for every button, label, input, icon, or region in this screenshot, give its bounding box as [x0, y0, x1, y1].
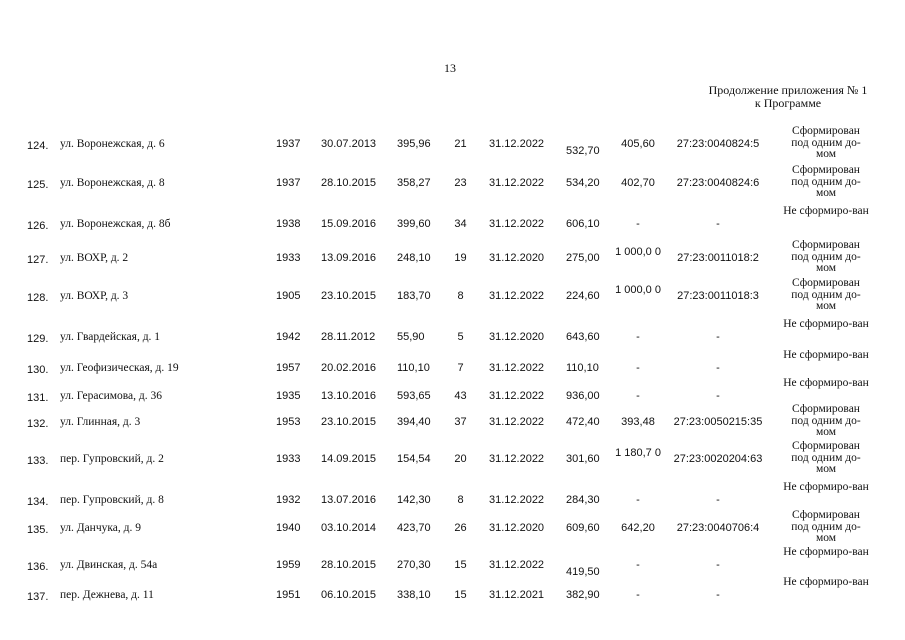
area-cell: 423,70	[397, 522, 431, 534]
area-cell: 395,96	[397, 138, 431, 150]
row-number: 136.	[27, 561, 49, 573]
address-cell: ул. Геофизическая, д. 19	[60, 362, 179, 374]
address-cell: пер. Дежнева, д. 11	[60, 589, 154, 601]
land-area-cell: 1 180,7 0	[615, 447, 661, 459]
date-cell: 28.11.2012	[321, 331, 376, 343]
row-number: 126.	[27, 220, 49, 232]
address-cell: ул. Двинская, д. 54а	[60, 559, 158, 571]
year-cell: 1938	[276, 218, 301, 230]
row-number: 135.	[27, 524, 49, 536]
address-cell: ул. Гвардейская, д. 1	[60, 331, 161, 343]
total-area-cell: 606,10	[566, 218, 600, 230]
date-cell: 13.09.2016	[321, 252, 377, 264]
address-cell: ул. Герасимова, д. 36	[60, 390, 162, 402]
total-area-cell: 609,60	[566, 522, 600, 534]
area-cell: 399,60	[397, 218, 431, 230]
year-cell: 1937	[276, 138, 301, 150]
deadline-cell: 31.12.2020	[489, 522, 545, 534]
cadastral-number-cell: -	[716, 218, 720, 230]
total-area-cell: 936,00	[566, 390, 600, 402]
row-number: 133.	[27, 455, 49, 467]
status-cell: Сформирован под одним до-мом	[791, 125, 861, 160]
row-number: 132.	[27, 418, 49, 430]
count-cell: 8	[457, 494, 464, 506]
count-cell: 23	[454, 177, 467, 189]
cadastral-number-cell: -	[716, 331, 720, 343]
address-cell: ул. Воронежская, д. 6	[60, 138, 165, 150]
address-cell: ул. ВОХР, д. 2	[60, 252, 129, 264]
land-area-cell: -	[636, 589, 640, 601]
date-cell: 13.07.2016	[321, 494, 377, 506]
cadastral-number-cell: 27:23:0011018:2	[677, 252, 759, 264]
cadastral-number-cell: -	[716, 559, 720, 571]
deadline-cell: 31.12.2022	[489, 453, 545, 465]
land-area-cell: -	[636, 331, 640, 343]
land-area-cell: 642,20	[621, 522, 655, 534]
total-area-cell: 382,90	[566, 589, 600, 601]
address-cell: ул. Глинная, д. 3	[60, 416, 141, 428]
status-cell: Сформирован под одним до-мом	[791, 164, 861, 199]
year-cell: 1933	[276, 453, 301, 465]
count-cell: 26	[454, 522, 467, 534]
total-area-cell: 419,50	[566, 566, 600, 578]
count-cell: 15	[454, 589, 467, 601]
deadline-cell: 31.12.2021	[489, 589, 545, 601]
page-number: 13	[444, 61, 456, 75]
year-cell: 1942	[276, 331, 301, 343]
appendix-line-2: к Программе	[754, 96, 822, 110]
count-cell: 34	[454, 218, 467, 230]
area-cell: 183,70	[397, 290, 431, 302]
date-cell: 14.09.2015	[321, 453, 377, 465]
cadastral-number-cell: 27:23:0040824:5	[676, 138, 760, 150]
date-cell: 28.10.2015	[321, 559, 377, 571]
count-cell: 43	[454, 390, 467, 402]
total-area-cell: 643,60	[566, 331, 600, 343]
area-cell: 394,40	[397, 416, 431, 428]
address-cell: ул. Воронежская, д. 8б	[60, 218, 171, 230]
deadline-cell: 31.12.2022	[489, 177, 545, 189]
cadastral-number-cell: 27:23:0020204:63	[673, 453, 763, 465]
deadline-cell: 31.12.2022	[489, 218, 545, 230]
land-area-cell: -	[636, 390, 640, 402]
area-cell: 358,27	[397, 177, 431, 189]
count-cell: 37	[454, 416, 467, 428]
status-cell: Сформирован под одним до-мом	[791, 239, 861, 274]
row-number: 130.	[27, 364, 49, 376]
year-cell: 1940	[276, 522, 301, 534]
count-cell: 20	[454, 453, 467, 465]
total-area-cell: 224,60	[566, 290, 600, 302]
date-cell: 23.10.2015	[321, 290, 377, 302]
appendix-line-1: Продолжение приложения № 1	[708, 83, 868, 97]
status-cell: Не сформиро-ван	[783, 205, 869, 217]
deadline-cell: 31.12.2020	[489, 331, 545, 343]
date-cell: 13.10.2016	[321, 390, 377, 402]
row-number: 131.	[27, 392, 49, 404]
area-cell: 110,10	[397, 362, 430, 374]
status-cell: Не сформиро-ван	[783, 576, 869, 588]
land-area-cell: -	[636, 494, 640, 506]
land-area-cell: 1 000,0 0	[615, 246, 661, 258]
count-cell: 19	[454, 252, 467, 264]
row-number: 137.	[27, 591, 49, 603]
date-cell: 15.09.2016	[321, 218, 377, 230]
land-area-cell: 405,60	[621, 138, 655, 150]
deadline-cell: 31.12.2022	[489, 390, 545, 402]
total-area-cell: 284,30	[566, 494, 600, 506]
deadline-cell: 31.12.2022	[489, 290, 545, 302]
cadastral-number-cell: 27:23:0011018:3	[677, 290, 759, 302]
land-area-cell: 393,48	[621, 416, 655, 428]
total-area-cell: 532,70	[566, 145, 600, 157]
address-cell: ул. Данчука, д. 9	[60, 522, 141, 534]
area-cell: 55,90	[397, 331, 425, 343]
count-cell: 7	[457, 362, 464, 374]
area-cell: 593,65	[397, 390, 431, 402]
total-area-cell: 275,00	[566, 252, 600, 264]
year-cell: 1937	[276, 177, 301, 189]
area-cell: 142,30	[397, 494, 431, 506]
status-cell: Не сформиро-ван	[783, 349, 869, 361]
date-cell: 28.10.2015	[321, 177, 377, 189]
status-cell: Не сформиро-ван	[783, 318, 869, 330]
year-cell: 1933	[276, 252, 301, 264]
land-area-cell: 402,70	[621, 177, 655, 189]
date-cell: 23.10.2015	[321, 416, 377, 428]
year-cell: 1951	[276, 589, 301, 601]
cadastral-number-cell: -	[716, 494, 720, 506]
row-number: 128.	[27, 292, 49, 304]
total-area-cell: 472,40	[566, 416, 600, 428]
area-cell: 270,30	[397, 559, 431, 571]
cadastral-number-cell: 27:23:0040706:4	[676, 522, 760, 534]
year-cell: 1905	[276, 290, 301, 302]
status-cell: Не сформиро-ван	[783, 546, 869, 558]
land-area-cell: -	[636, 362, 640, 374]
address-cell: пер. Гупровский, д. 8	[60, 494, 164, 506]
count-cell: 8	[457, 290, 464, 302]
cadastral-number-cell: -	[716, 362, 720, 374]
address-cell: ул. ВОХР, д. 3	[60, 290, 129, 302]
area-cell: 248,10	[397, 252, 431, 264]
date-cell: 30.07.2013	[321, 138, 377, 150]
deadline-cell: 31.12.2022	[489, 362, 545, 374]
land-area-cell: 1 000,0 0	[615, 284, 661, 296]
count-cell: 15	[454, 559, 467, 571]
status-cell: Не сформиро-ван	[783, 481, 869, 493]
total-area-cell: 301,60	[566, 453, 600, 465]
year-cell: 1957	[276, 362, 301, 374]
land-area-cell: -	[636, 218, 640, 230]
status-cell: Сформирован под одним до-мом	[791, 277, 861, 312]
area-cell: 338,10	[397, 589, 431, 601]
row-number: 124.	[27, 140, 49, 152]
deadline-cell: 31.12.2020	[489, 252, 545, 264]
status-cell: Сформирован под одним до-мом	[791, 440, 861, 475]
deadline-cell: 31.12.2022	[489, 138, 545, 150]
status-cell: Сформирован под одним до-мом	[791, 509, 861, 544]
status-cell: Сформирован под одним до-мом	[791, 403, 861, 438]
area-cell: 154,54	[397, 453, 431, 465]
year-cell: 1953	[276, 416, 301, 428]
year-cell: 1932	[276, 494, 301, 506]
cadastral-number-cell: -	[716, 390, 720, 402]
row-number: 134.	[27, 496, 49, 508]
cadastral-number-cell: 27:23:0040824:6	[676, 177, 760, 189]
date-cell: 03.10.2014	[321, 522, 377, 534]
land-area-cell: -	[636, 559, 640, 571]
count-cell: 5	[457, 331, 464, 343]
status-cell: Не сформиро-ван	[783, 377, 869, 389]
year-cell: 1935	[276, 390, 301, 402]
date-cell: 06.10.2015	[321, 589, 377, 601]
row-number: 127.	[27, 254, 49, 266]
year-cell: 1959	[276, 559, 301, 571]
date-cell: 20.02.2016	[321, 362, 377, 374]
deadline-cell: 31.12.2022	[489, 416, 545, 428]
cadastral-number-cell: -	[716, 589, 720, 601]
total-area-cell: 110,10	[566, 362, 599, 374]
address-cell: ул. Воронежская, д. 8	[60, 177, 165, 189]
deadline-cell: 31.12.2022	[489, 559, 545, 571]
row-number: 125.	[27, 179, 49, 191]
count-cell: 21	[454, 138, 467, 150]
cadastral-number-cell: 27:23:0050215:35	[673, 416, 763, 428]
address-cell: пер. Гупровский, д. 2	[60, 453, 164, 465]
deadline-cell: 31.12.2022	[489, 494, 545, 506]
row-number: 129.	[27, 333, 49, 345]
total-area-cell: 534,20	[566, 177, 600, 189]
